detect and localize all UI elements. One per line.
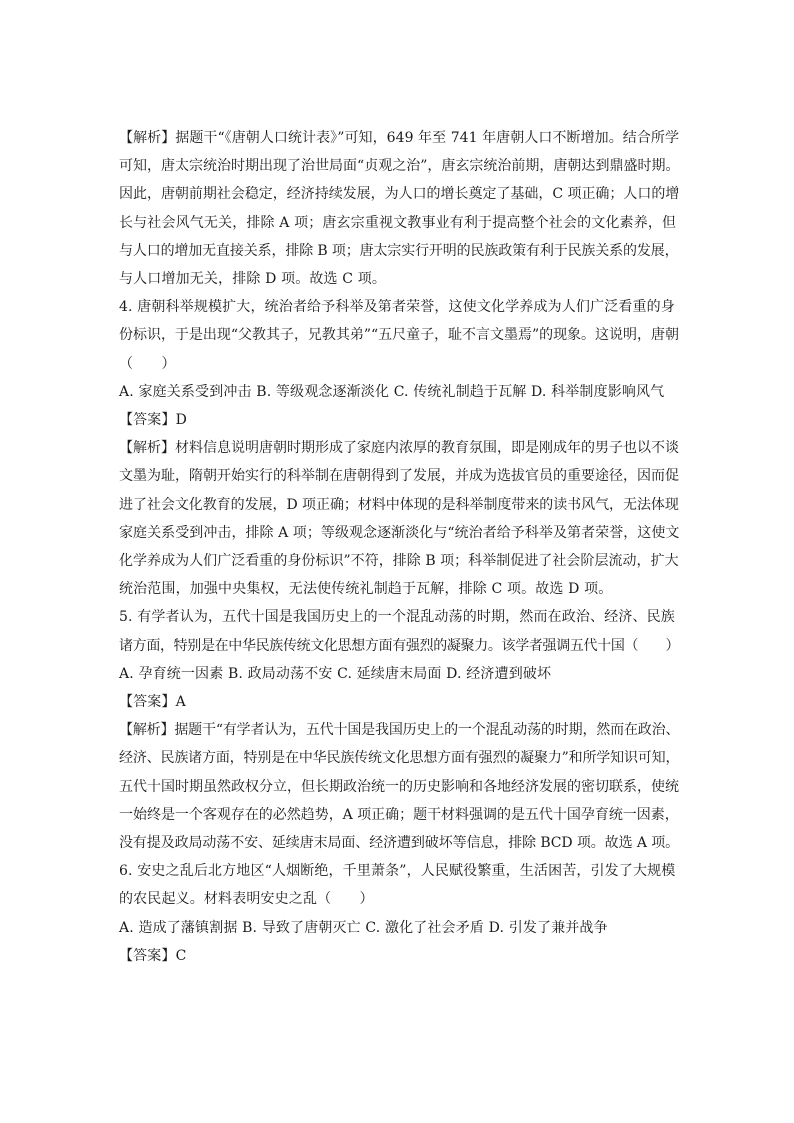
text-line: 一始终是一个客观存在的必然趋势，A 项正确；题干材料强调的是五代十国孕育统一因素， xyxy=(119,806,679,823)
q6-answer xyxy=(119,942,679,970)
text-line: 文墨为耻，隋朝开始实行的科举制在唐朝得到了发展，并成为选拔官员的重要途径，因而促 xyxy=(119,468,679,485)
text-line: 因此，唐朝前期社会稳定，经济持续发展，为人口的增长奠定了基础，C 项正确；人口的增 xyxy=(119,186,680,203)
text-line: 没有提及政局动荡不安、延续唐末局面、经济遭到破坏等信息，排除 BCD 项。故选 A 项。 xyxy=(119,835,679,852)
text-line: 与人口的增加无直接关系，排除 B 项；唐太宗实行开明的民族政策有利于民族关系的发展， xyxy=(119,242,679,259)
text-line: 的农民起义。材料表明安史之乱（ ） xyxy=(119,891,374,908)
text-line: 家庭关系受到冲击，排除 A 项；等级观念逐渐淡化与“统治者给予科举及第者荣誉，这使文 xyxy=(119,524,680,541)
q6-options xyxy=(119,914,679,942)
answer-line: 【答案】A xyxy=(119,694,186,711)
text-line: 长与社会风气无关，排除 A 项；唐玄宗重视文教事业有利于提高整个社会的文化素养，但 xyxy=(119,214,677,231)
text-line: 五代十国时期虽然政权分立，但长期政治统一的历史影响和各地经济发展的密切联系，使统 xyxy=(119,778,679,795)
text-line: 5. 有学者认为，五代十国是我国历史上的一个混乱动荡的时期，然而在政治、经济、民族 xyxy=(119,609,675,626)
text-line: 6. 安史之乱后北方地区“人烟断绝，千里萧条”，人民赋役繁重，生活困苦，引发了大规模 xyxy=(119,863,676,880)
answer-line: 【答案】C xyxy=(119,947,187,964)
document-page xyxy=(119,124,679,970)
q4-question xyxy=(119,293,679,378)
text-line: （ ） xyxy=(119,355,176,372)
q4-analysis xyxy=(119,434,679,603)
q5-answer xyxy=(119,688,679,716)
text-line: 可知，唐太宗统治时期出现了治世局面“贞观之治”，唐玄宗统治前期，唐朝达到鼎盛时期。 xyxy=(119,158,680,175)
options-line: A. 家庭关系受到冲击 B. 等级观念逐渐淡化 C. 传统礼制趋于瓦解 D. 科举制度影响风气 xyxy=(119,383,665,400)
text-line: 4. 唐朝科举规模扩大，统治者给予科举及第者荣誉，这使文化学养成为人们广泛看重的身 xyxy=(119,299,675,316)
text-line: 进了社会文化教育的发展，D 项正确；材料中体现的是科举制度带来的读书风气，无法体现 xyxy=(119,496,679,513)
q6-question xyxy=(119,857,679,913)
q4-answer xyxy=(119,406,679,434)
q4-options xyxy=(119,378,679,406)
text-line: 与人口增加无关，排除 D 项。故选 C 项。 xyxy=(119,271,387,288)
text-line: 份标识，于是出现“父教其子，兄教其弟”“五尺童子，耻不言文墨焉”的现象。这说明，唐朝 xyxy=(119,327,679,344)
answer-line: 【答案】D xyxy=(119,412,187,429)
q5-question xyxy=(119,603,679,659)
options-line: A. 孕育统一因素 B. 政局动荡不安 C. 延续唐末局面 D. 经济遭到破坏 xyxy=(119,665,552,682)
text-line: 【解析】材料信息说明唐朝时期形成了家庭内浓厚的教育氛围，即是刚成年的男子也以不谈 xyxy=(119,440,679,457)
options-line: A. 造成了藩镇割据 B. 导致了唐朝灭亡 C. 激化了社会矛盾 D. 引发了兼并战争 xyxy=(119,919,608,936)
q5-analysis xyxy=(119,716,679,857)
text-line: 【解析】据题干“有学者认为，五代十国是我国历史上的一个混乱动荡的时期，然而在政治、 xyxy=(119,722,680,739)
text-line: 【解析】据题干“《唐朝人口统计表》”可知，649 年至 741 年唐朝人口不断增加。结合所学 xyxy=(119,130,680,146)
text-line: 诸方面，特别是在中华民族传统文化思想方面有强烈的凝聚力。该学者强调五代十国（ ） xyxy=(119,637,680,654)
q5-options xyxy=(119,660,679,688)
q3-analysis xyxy=(119,124,679,293)
text-line: 化学养成为人们广泛看重的身份标识”不符，排除 B 项；科举制促进了社会阶层流动，扩大 xyxy=(119,553,679,570)
text-line: 经济、民族诸方面，特别是在中华民族传统文化思想方面有强烈的凝聚力”和所学知识可知， xyxy=(119,750,680,767)
text-line: 统治范围，加强中央集权，无法使传统礼制趋于瓦解，排除 C 项。故选 D 项。 xyxy=(119,581,613,598)
